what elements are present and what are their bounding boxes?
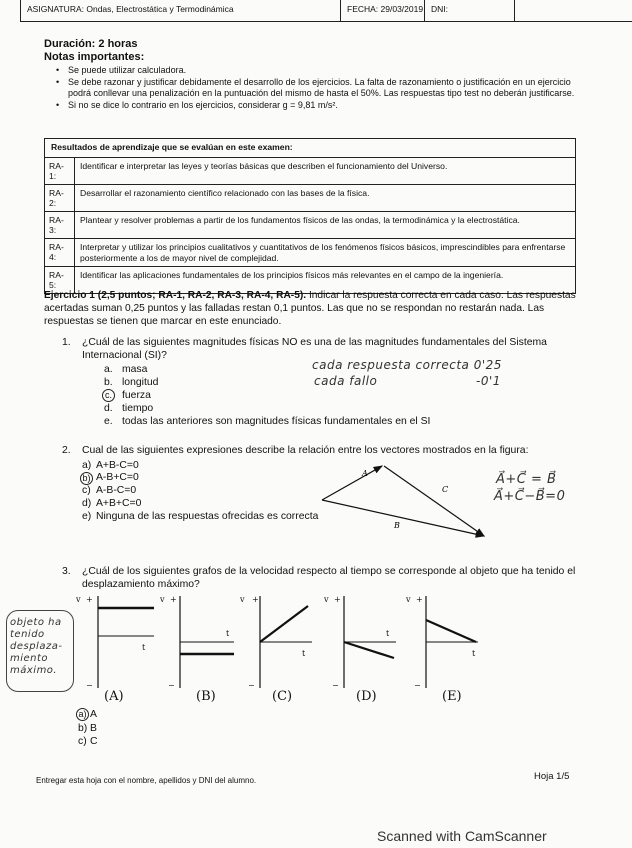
axis-t-label: t — [226, 629, 230, 638]
hand-note-line: objeto ha — [10, 617, 62, 628]
axis-v-label: v — [406, 595, 411, 604]
q3-option[interactable]: B — [90, 723, 97, 734]
q2-letter: c) — [82, 485, 91, 496]
q2-option[interactable]: A+B+C=0 — [96, 498, 142, 509]
q3-num: 3. — [62, 566, 71, 577]
velocity-graphs — [76, 592, 486, 707]
header-dni: DNI: — [425, 0, 515, 21]
nota-3: • Si no se dice lo contrario en los ejercicios, considerar g = 9,81 m/s². — [60, 100, 580, 111]
ra-text: Identificar las aplicaciones fundamentales de los principios físicos más relevantes en el campo de la ingeniería. — [80, 270, 504, 280]
graph-label: (D) — [356, 689, 377, 704]
q1-hand-note-1: cada respuesta correcta 0'25 — [312, 358, 502, 372]
axis-t-label: t — [142, 643, 146, 652]
q3-text: ¿Cuál de los siguientes grafos de la velocidad respecto al tiempo se corresponde al objeto que ha tenido el desplazamiento máximo? — [82, 566, 576, 590]
graph-e-line — [426, 620, 476, 642]
vector-a-label: A — [362, 469, 368, 478]
vector-a-arrow — [322, 466, 382, 500]
q2-letter: a) — [82, 460, 92, 471]
hand-note-line: tenido — [10, 629, 45, 640]
q1-option[interactable]: tiempo — [122, 403, 154, 414]
hand-note-line: miento — [10, 653, 49, 664]
q2-option[interactable]: A+B-C=0 — [96, 460, 139, 471]
q3-option[interactable]: A — [90, 709, 97, 720]
hand-note-line: máximo. — [10, 665, 58, 676]
ra-text: Plantear y resolver problemas a partir de los fundamentos físicos de las ondas, la termodinámica y la electrostática. — [80, 215, 520, 225]
q2-letter-circled[interactable] — [80, 472, 94, 485]
graph-label: (B) — [196, 689, 216, 704]
header-table — [20, 0, 632, 22]
q1-text: ¿Cuál de las siguientes magnitudes físicas NO es una de las magnitudes fundamentales del Sistema Internacional (SI)? — [82, 337, 547, 361]
axis-plus-label: + — [86, 595, 93, 604]
q3-letter-circled[interactable] — [76, 708, 90, 721]
axis-t-label: t — [386, 629, 390, 638]
q1-hand-note-3: -0'1 — [476, 374, 501, 388]
ra-row — [45, 185, 575, 212]
q2-option[interactable]: A-B-C=0 — [96, 485, 137, 496]
ra-row — [45, 158, 575, 185]
axis-t-label: t — [472, 649, 476, 658]
q1-option[interactable]: longitud — [122, 377, 159, 388]
axis-plus-label: + — [416, 595, 423, 604]
ra-row — [45, 239, 575, 267]
graph-d-line — [344, 642, 394, 658]
ejercicio1-title: Ejercicio 1 (2,5 puntos; RA-1, RA-2, RA-3, RA-4, RA-5). — [44, 290, 307, 301]
q2-option[interactable]: A-B+C=0 — [96, 472, 139, 483]
q1-letter: b. — [104, 377, 113, 388]
ra-text: Identificar e interpretar las leyes y teorías básicas que describen el funcionamiento del Universo. — [80, 161, 448, 171]
q1-num: 1. — [62, 337, 71, 348]
q1-option[interactable]: fuerza — [122, 390, 151, 401]
graph-label: (A) — [104, 689, 124, 704]
hand-note-bracket — [6, 610, 74, 692]
graph-label: (E) — [442, 689, 462, 704]
q1-hand-note-2: cada fallo — [314, 374, 378, 388]
q1-option[interactable]: todas las anteriores son magnitudes físicas fundamentales en el SI — [122, 416, 431, 427]
answer-circle: c. — [102, 389, 115, 402]
q1-letter: d. — [104, 403, 113, 414]
ra-row — [45, 212, 575, 239]
ejercicio1-header — [44, 289, 589, 328]
hand-note-line: desplaza- — [10, 641, 63, 652]
q2-hand-eq-1: A⃗+C⃗ = B⃗ — [496, 472, 557, 487]
vector-b-label: B — [394, 521, 400, 530]
answer-circle: a) — [76, 708, 89, 721]
answer-circle: b) — [80, 472, 93, 485]
ejercicio1-text: Indicar la respuesta correcta en cada caso. Las respuestas acertadas suman 0,25 puntos y las falladas restan 0,1 puntos. Las que no se respondan no restarán nada. Las respuestas se tienen que marcar en este enunciado. — [44, 290, 576, 327]
header-blank — [515, 0, 632, 21]
header-asignatura: ASIGNATURA: Ondas, Electrostática y Termodinámica — [21, 0, 341, 21]
q1-letter: e. — [104, 416, 113, 427]
vector-diagram — [320, 462, 490, 542]
q2-num: 2. — [62, 445, 71, 456]
axis-t-label: t — [302, 649, 306, 658]
q2-letter: e) — [82, 511, 92, 522]
header-fecha: FECHA: 29/03/2019 — [341, 0, 425, 21]
nota-1: • Se puede utilizar calculadora. — [60, 65, 580, 76]
ra-table — [44, 138, 576, 294]
axis-minus-label: − — [332, 681, 339, 690]
camscanner-watermark: Scanned with CamScanner — [377, 828, 547, 844]
q1-option[interactable]: masa — [122, 364, 148, 375]
q2-hand-eq-2: A⃗+C⃗−B⃗=0 — [494, 489, 566, 504]
q3-option[interactable]: C — [90, 736, 98, 747]
ra-table-title: Resultados de aprendizaje que se evalúan en este examen: — [45, 139, 575, 158]
q3-letter: b) — [78, 723, 88, 734]
ra-code: RA-3: — [45, 212, 75, 238]
axis-minus-label: − — [248, 681, 255, 690]
graph-label: (C) — [272, 689, 293, 704]
q3-letter: c) — [78, 736, 87, 747]
graph-c-line — [260, 606, 308, 642]
q2-option[interactable]: Ninguna de las respuestas ofrecidas es correcta — [96, 511, 319, 522]
axis-v-label: v — [76, 595, 81, 604]
page-number: Hoja 1/5 — [534, 771, 570, 782]
axis-minus-label: − — [414, 681, 421, 690]
ra-code: RA-4: — [45, 239, 75, 266]
ra-code: RA-2: — [45, 185, 75, 211]
q1-letter: a. — [104, 364, 113, 375]
axis-v-label: v — [324, 595, 329, 604]
q2-text: Cual de las siguientes expresiones describe la relación entre los vectores mostrados en la figura: — [82, 445, 529, 456]
vector-b-arrow — [322, 500, 484, 536]
axis-plus-label: + — [334, 595, 341, 604]
axis-plus-label: + — [252, 595, 259, 604]
vector-c-label: C — [442, 485, 449, 494]
q1-letter-circled[interactable] — [102, 389, 116, 402]
notas-title: Notas importantes: — [44, 51, 145, 63]
notas-list — [60, 65, 580, 112]
axis-minus-label: − — [168, 681, 175, 690]
axis-plus-label: + — [170, 595, 177, 604]
ra-code: RA-5: — [45, 267, 75, 293]
q2-letter: d) — [82, 498, 92, 509]
ra-text: Interpretar y utilizar los principios cualitativos y cuantitativos de los fenómenos físicos básicos, imprescindibles para enfrentarse posteriormente a los de mayor nivel de complejidad. — [80, 242, 566, 263]
duracion: Duración: 2 horas — [44, 38, 138, 50]
footer-note: Entregar esta hoja con el nombre, apellidos y DNI del alumno. — [36, 776, 257, 785]
axis-v-label: v — [160, 595, 165, 604]
nota-2: • Se debe razonar y justificar debidamente el desarrollo de los ejercicios. La falta de razonamiento o justificación en un ejercicio podrá conllevar una penalización en la puntuación del mismo de hasta el 50%. Las respuestas tipo test no deberán justificarse. — [60, 77, 580, 99]
axis-minus-label: − — [86, 681, 93, 690]
ra-code: RA-1: — [45, 158, 75, 184]
axis-v-label: v — [240, 595, 245, 604]
ra-text: Desarrollar el razonamiento científico relacionado con las bases de la física. — [80, 188, 370, 198]
